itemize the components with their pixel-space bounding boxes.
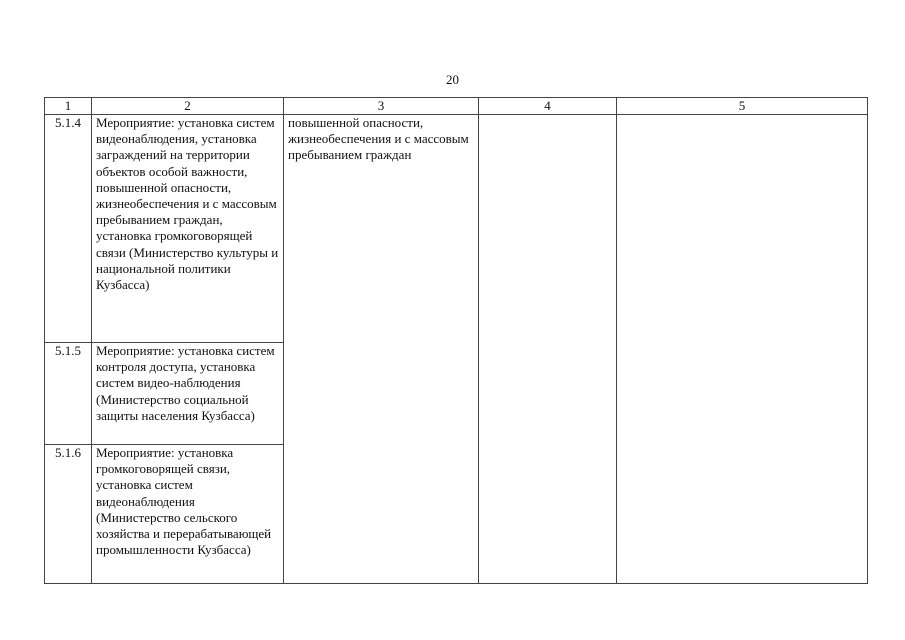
row-number: 5.1.6 bbox=[45, 445, 92, 584]
event-description: Мероприятие: установка громкоговорящей связи, установка систем видеонаблюдения (Министерство сельского хозяйства и перерабатывающей промышленности Кузбасса) bbox=[92, 445, 284, 584]
table-header-row bbox=[45, 98, 868, 115]
row-number: 5.1.4 bbox=[45, 115, 92, 343]
table-row bbox=[45, 115, 868, 343]
event-description: Мероприятие: установка систем контроля доступа, установка систем видео-наблюдения (Министерство социальной защиты населения Кузбасса) bbox=[92, 343, 284, 445]
page-number: 20 bbox=[446, 72, 459, 87]
event-description: Мероприятие: установка систем видеонаблюдения, установка заграждений на территории объектов особой важности, повышенной опасности, жизнеобеспечения и с массовым пребыванием граждан, установка громкоговорящей связи (Министерство культуры и национальной политики Кузбасса) bbox=[92, 115, 284, 343]
col5-cell bbox=[617, 115, 868, 584]
header-col-4: 4 bbox=[479, 98, 617, 115]
col3-continuation-text: повышенной опасности, жизнеобеспечения и с массовым пребыванием граждан bbox=[284, 115, 479, 584]
col4-cell bbox=[479, 115, 617, 584]
header-col-1: 1 bbox=[45, 98, 92, 115]
header-col-5: 5 bbox=[617, 98, 868, 115]
row-number: 5.1.5 bbox=[45, 343, 92, 445]
header-col-2: 2 bbox=[92, 98, 284, 115]
header-col-3: 3 bbox=[284, 98, 479, 115]
measures-table bbox=[44, 97, 868, 584]
